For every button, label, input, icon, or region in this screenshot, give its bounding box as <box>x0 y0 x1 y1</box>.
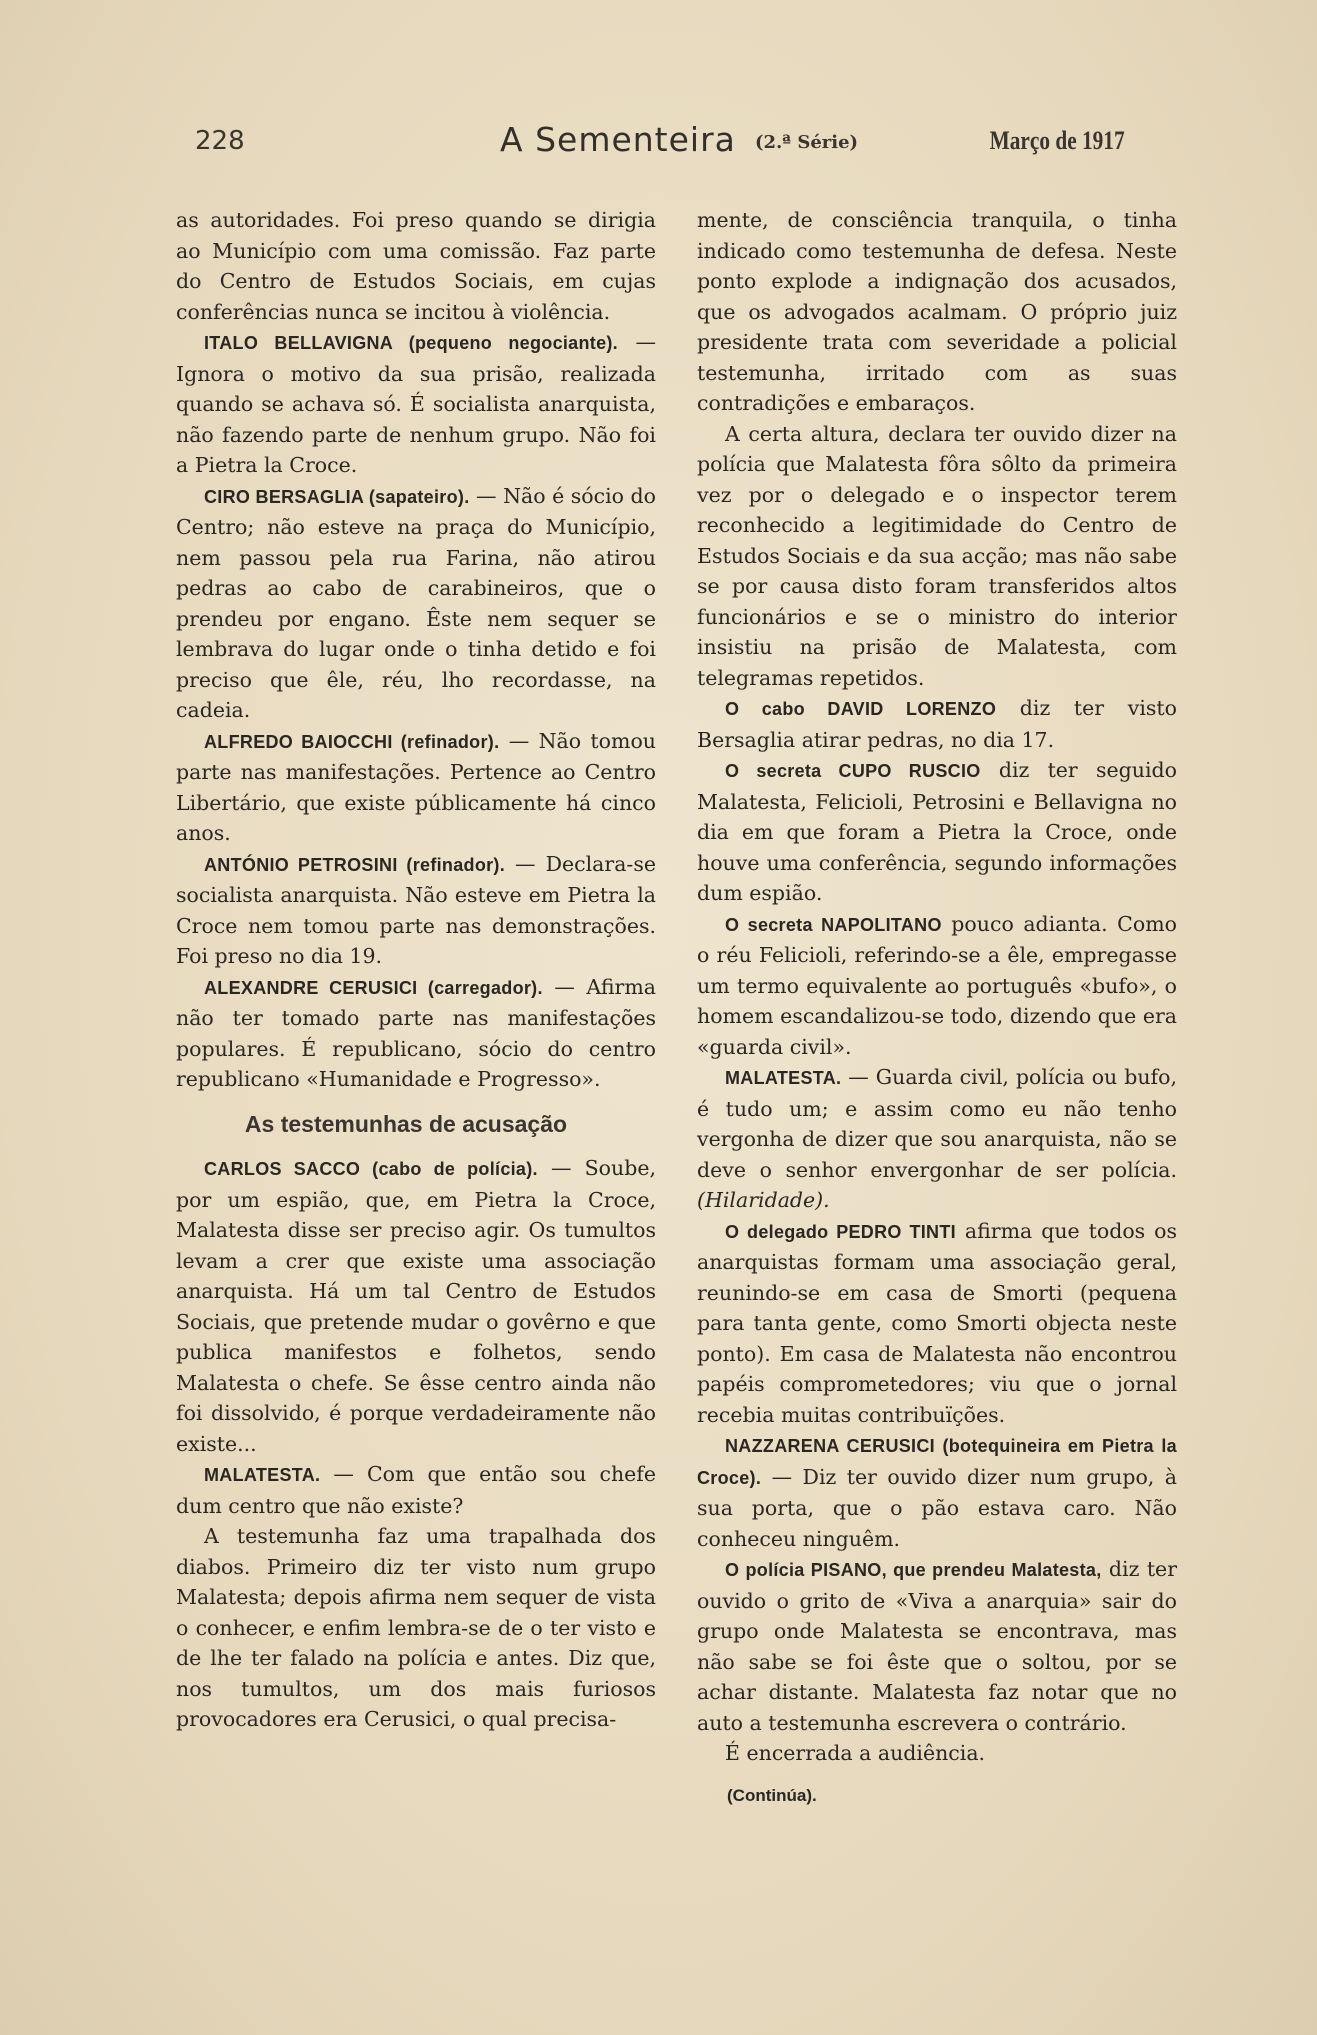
defendant-name: ANTÓNIO PETROSINI (refinador). <box>204 854 506 875</box>
witness-name: O polícia PISANO, que prendeu Malatesta, <box>725 1560 1102 1580</box>
paragraph <box>697 1216 1177 1431</box>
right-column <box>697 205 1177 1811</box>
section-heading: As testemunhas de acusação <box>244 1110 568 1137</box>
defendant-name: ITALO BELLAVIGNA (pequeno negociante). <box>204 333 618 353</box>
left-column <box>176 205 656 1735</box>
series-label: (2.ª Série) <box>755 132 859 153</box>
paragraph-text: pouco adianta. Como o réu Felicioli, referindo-se a êle, empregasse um termo equivalente ao português «bufo», o homem escandalizou-se todo, dizendo que era «guarda civil». <box>697 911 1177 1059</box>
paragraph-text: — Diz ter ouvido dizer num grupo, à sua porta, que o pão estava caro. Não conheceu ninguêm. <box>697 1464 1177 1551</box>
paragraph <box>176 849 656 972</box>
paragraph <box>176 481 656 726</box>
paragraph <box>176 327 656 481</box>
witness-name: O secreta CUPO RUSCIO <box>725 761 981 781</box>
paragraph-text: — Afirma não ter tomado parte nas manifestações populares. É republicano, sócio do centro republicano «Humanidade e Progresso». <box>176 974 656 1091</box>
witness-name: O delegado PEDRO TINTI <box>725 1221 956 1242</box>
paragraph <box>176 726 656 849</box>
issue-date: Março de 1917 <box>990 126 1125 155</box>
page-header <box>195 118 1145 168</box>
paragraph-text: diz ter visto Bersaglia atirar pedras, no dia 17. <box>697 696 1177 752</box>
witness-name: O secreta NAPOLITANO <box>725 914 942 935</box>
paragraph <box>176 972 656 1095</box>
defendant-name: ALEXANDRE CERUSICI (carregador). <box>204 977 543 998</box>
continued-note: (Continúa). <box>727 1785 817 1805</box>
stage-note: (Hilaridade). <box>697 1188 830 1212</box>
journal-title: A Sementeira <box>500 120 736 159</box>
paragraph <box>176 1459 656 1521</box>
speaker-name: MALATESTA. <box>204 1465 321 1485</box>
witness-name: O cabo DAVID LORENZO <box>725 699 997 719</box>
paragraph-text: — Não é sócio do Centro; não esteve na praça do Município, nem passou pela rua Farina, não atirou pedras ao cabo de carabineiros, que o prendeu por engano. Êste nem sequer se lembrava do lugar onde o tinha detido e foi preciso que êle, réu, lho recordasse, na cadeia. <box>176 483 656 722</box>
speaker-name: MALATESTA. <box>725 1068 842 1088</box>
paragraph-text: diz ter ouvido o grito de «Viva a anarquia» sair do grupo onde Malatesta se encontrava, mas não sabe se foi êste que o soltou, por se achar distante. Malatesta faz notar que no auto a testemunha escrevera o contrário. <box>697 1557 1177 1735</box>
defendant-name: CIRO BERSAGLIA (sapateiro). <box>204 486 470 507</box>
paragraph-text: — Declara-se socialista anarquista. Não esteve em Pietra la Croce nem tomou parte nas demonstrações. Foi preso no dia 19. <box>176 851 656 968</box>
paragraph-text: — Soube, por um espião, que, em Pietra la Croce, Malatesta disse ser preciso agir. Os tumultos levam a crer que existe uma associação anarquista. Há um tal Centro de Estudos Sociais, que pretende mudar o govêrno e que publica manifestos e folhetos, sendo Malatesta o chefe. Se êsse centro ainda não foi dissolvido, é porque verdadeiramente não existe... <box>176 1156 656 1456</box>
paragraph: mente, de consciência tranquila, o tinha indicado como testemunha de defesa. Neste ponto explode a indignação dos acusados, que os advogados acalmam. O próprio juiz presidente trata com severidade a policial testemunha, irritado com as suas contradições e embaraços. <box>697 208 1177 415</box>
paragraph <box>697 693 1177 755</box>
witness-name: NAZZARENA CERUSICI (botequineira em Pietra la Croce). <box>697 1436 1177 1488</box>
paragraph-text: afirma que todos os anarquistas formam uma associação geral, reunindo-se em casa de Smorti (pequena para tanta gente, como Smorti objecta neste ponto). Em casa de Malatesta não encontrou papéis comprometedores; viu que o jornal recebia muitas contribuïções. <box>697 1218 1177 1427</box>
paragraph: É encerrada a audiência. <box>725 1741 986 1765</box>
paragraph <box>697 755 1177 909</box>
paragraph-text: — Não tomou parte nas manifestações. Pertence ao Centro Libertário, que existe públicamente há cinco anos. <box>176 728 656 845</box>
paragraph: A testemunha faz uma trapalhada dos diabos. Primeiro diz ter visto num grupo Malatesta; depois afirma nem sequer de vista o conhecer, e enfim lembra-se de o ter visto e de lhe ter falado na polícia e antes. Diz que, nos tumultos, um dos mais furiosos provocadores era Cerusici, o qual precisa- <box>176 1524 656 1731</box>
defendant-name: ALFREDO BAIOCCHI (refinador). <box>204 731 500 752</box>
paragraph-text: — Ignora o motivo da sua prisão, realizada quando se achava só. É socialista anarquista, não fazendo parte de nenhum grupo. Não foi a Pietra la Croce. <box>176 330 656 477</box>
page-number: 228 <box>195 126 245 156</box>
paragraph: as autoridades. Foi preso quando se dirigia ao Município com uma comissão. Faz parte do Centro de Estudos Sociais, em cujas conferências nunca se incitou à violência. <box>176 208 656 324</box>
paragraph <box>697 1430 1177 1554</box>
paragraph-text: diz ter seguido Malatesta, Felicioli, Petrosini e Bellavigna no dia em que foram a Pietra la Croce, onde houve uma conferência, segundo informações dum espião. <box>697 758 1177 905</box>
paragraph <box>697 1062 1177 1216</box>
paragraph <box>176 1153 656 1459</box>
witness-name: CARLOS SACCO (cabo de polícia). <box>204 1159 538 1179</box>
paragraph: A certa altura, declara ter ouvido dizer na polícia que Malatesta fôra sôlto da primeira vez por o delegado e o inspector terem reconhecido a legitimidade do Centro de Estudos Sociais e da sua acção; mas não sabe se por causa disto foram transferidos altos funcionários e se o ministro do interior insistiu na prisão de Malatesta, com telegramas repetidos. <box>697 421 1177 690</box>
paragraph <box>697 909 1177 1063</box>
paragraph <box>697 1554 1177 1738</box>
paragraph-text: — Guarda civil, polícia ou bufo, é tudo um; e assim como eu não tenho vergonha de dizer que sou anarquista, não se deve o senhor envergonhar de ser polícia. <box>697 1065 1177 1182</box>
paragraph-text: — Com que então sou chefe dum centro que não existe? <box>176 1462 656 1518</box>
